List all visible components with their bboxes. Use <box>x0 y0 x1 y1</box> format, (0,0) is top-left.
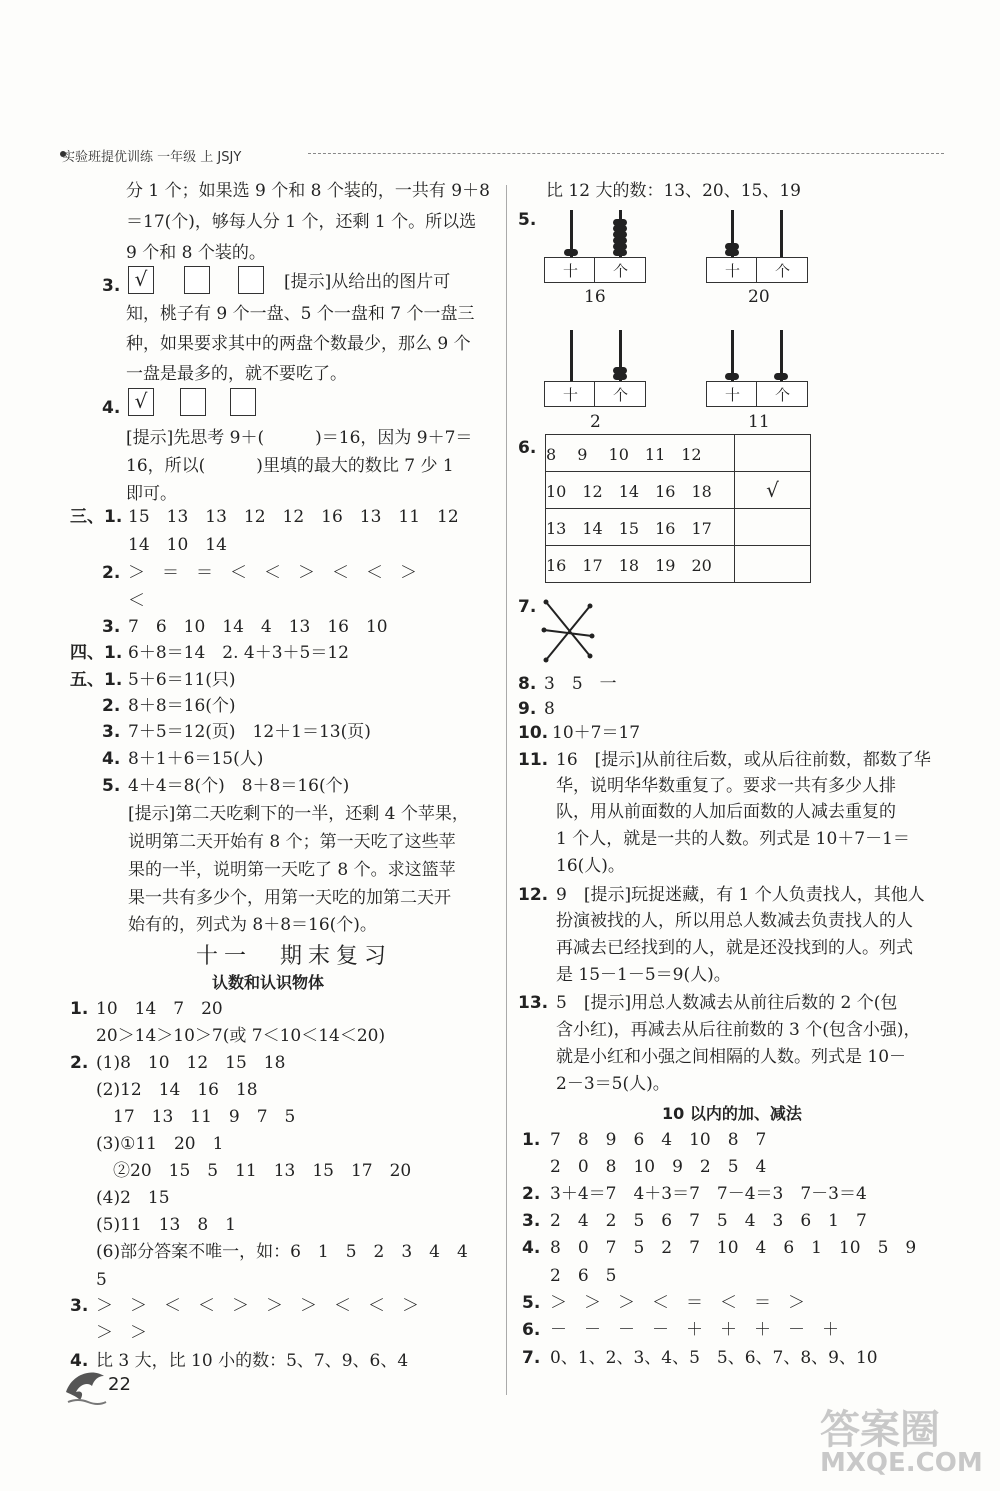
answer-line: 8 0 7 5 2 7 10 4 6 1 10 5 9 <box>550 1238 917 1258</box>
hint-text: 16(人)。 <box>556 856 625 876</box>
question-number: 四、1. <box>70 643 123 663</box>
question-number: 3. <box>102 617 121 637</box>
answer-line: ＜ <box>128 591 145 611</box>
answer-line: 7 8 9 6 4 10 8 7 <box>550 1130 767 1150</box>
question-number: 10. <box>518 723 549 743</box>
answer-line: (2)12 14 16 18 <box>96 1080 258 1100</box>
question-number: 3. <box>522 1211 541 1231</box>
abacus-bead <box>774 373 788 380</box>
answer-line: 比 12 大的数：13、20、15、19 <box>546 181 801 201</box>
hint-text: 就是小红和小强之间相隔的人数。列式是 10－ <box>556 1047 907 1067</box>
question-number: 5. <box>518 210 537 230</box>
answer-line: 7 6 10 14 4 13 16 10 <box>128 617 388 637</box>
hint-text: 1 个人，就是一共的人数。列式是 10＋7－1＝ <box>556 829 910 849</box>
answer-line: ＞ ＝ ＝ ＜ ＜ ＞ ＜ ＜ ＞ <box>128 563 417 583</box>
question-number: 4. <box>70 1351 89 1371</box>
ones-label: 个 <box>775 386 791 404</box>
table-cell: 13 14 15 16 17 <box>546 509 735 546</box>
tens-label: 十 <box>725 386 741 404</box>
answer-line: 8＋1＋6＝15(人) <box>128 749 264 769</box>
ones-label: 个 <box>613 262 629 280</box>
answer-line: 5 <box>96 1270 107 1290</box>
hint-text: 9 [提示]玩捉迷藏，有 1 个人负责找人，其他人 <box>556 885 925 905</box>
question-number: 6. <box>518 438 537 458</box>
number-table <box>545 434 811 583</box>
question-number: 4. <box>102 398 121 418</box>
hint-text: 果一共有多少个，用第一天吃的加第二天开 <box>128 888 451 908</box>
question-number: 3. <box>70 1296 89 1316</box>
answer-line: 4＋4＝8(个) 8＋8＝16(个) <box>128 776 350 796</box>
answer-line: 14 10 14 <box>128 535 227 555</box>
question-number: 3. <box>102 276 121 296</box>
answer-line: (3)①11 20 1 <box>96 1134 224 1154</box>
check-cell: √ <box>735 472 811 509</box>
tens-label: 十 <box>563 386 579 404</box>
hint-text: 果的一半，说明第一天吃了 8 个。求这篮苹 <box>128 860 456 880</box>
column-divider <box>506 185 507 1395</box>
checkbox <box>180 388 206 416</box>
question-number: 5. <box>522 1293 541 1313</box>
question-number: 2. <box>102 563 121 583</box>
hint-text: 队，用从前面数的人加后面数的人减去重复的 <box>556 802 896 822</box>
answer-line: 3＋4＝7 4＋3＝7 7－4＝3 7－3＝4 <box>550 1184 867 1204</box>
question-number: 2. <box>102 696 121 716</box>
question-number: 9. <box>518 699 537 719</box>
question-number: 4. <box>102 749 121 769</box>
text-line: [提示]先思考 9＋( )＝16，因为 9＋7＝ <box>126 428 473 448</box>
text-line: 一盘是最多的，就不要吃了。 <box>126 364 347 384</box>
watermark-logo: 答案圈 <box>820 1407 940 1453</box>
table-row <box>546 435 811 472</box>
answer-line: ②20 15 5 11 13 15 17 20 <box>96 1161 412 1181</box>
running-header: 实验班提优训练 一年级 上 JSJY <box>62 150 242 165</box>
checkbox <box>184 266 210 294</box>
table-row <box>546 546 811 583</box>
watermark-url: MXQE.COM <box>820 1448 983 1478</box>
subsection-title: 10 以内的加、减法 <box>662 1104 802 1123</box>
hint-text: 2－3＝5(人)。 <box>556 1074 670 1094</box>
table-row <box>546 472 811 509</box>
abacus-frame <box>544 381 646 407</box>
check-cell <box>735 435 811 472</box>
question-number: 1. <box>522 1130 541 1150</box>
answer-line: 7＋5＝12(页) 12＋1＝13(页) <box>128 722 371 742</box>
hint-text: 5 [提示]用总人数减去从前往后数的 2 个(包 <box>556 993 898 1013</box>
answer-line: (5)11 13 8 1 <box>96 1215 236 1235</box>
abacus-bead <box>725 373 739 380</box>
answer-line: ＞ ＞ ＞ ＜ ＝ ＜ ＝ ＞ <box>550 1293 805 1313</box>
text-line: ＝17(个)，够每人分 1 个，还剩 1 个。所以选 <box>126 212 477 232</box>
abacus-bead <box>613 373 627 380</box>
subsection-title: 认数和认识物体 <box>212 973 325 992</box>
answer-line: 15 13 13 12 12 16 13 11 12 <box>128 507 459 527</box>
abacus-frame <box>544 257 646 283</box>
page-number: 22 <box>108 1374 131 1395</box>
answer-line: 5＋6＝11(只) <box>128 670 236 690</box>
answer-line: 17 13 11 9 7 5 <box>96 1107 296 1127</box>
table-cell: 16 17 18 19 20 <box>546 546 735 583</box>
answer-line: 2 4 2 5 6 7 5 4 3 6 1 7 <box>550 1211 867 1231</box>
question-number: 2. <box>522 1184 541 1204</box>
abacus-value: 20 <box>748 287 770 307</box>
text-line: 知，桃子有 9 个一盘、5 个一盘和 7 个一盘三 <box>126 304 475 324</box>
question-number: 13. <box>518 993 549 1013</box>
tens-label: 十 <box>725 262 741 280</box>
question-number: 4. <box>522 1238 541 1258</box>
checkbox: √ <box>128 266 154 294</box>
question-number: 五、1. <box>70 670 123 690</box>
answer-line: 10 14 7 20 <box>96 999 223 1019</box>
answer-line: 10＋7＝17 <box>552 723 641 743</box>
text-line: 种，如果要求其中的两盘个数最少，那么 9 个 <box>126 334 471 354</box>
question-number: 8. <box>518 674 537 694</box>
question-number: 5. <box>102 776 121 796</box>
answer-line: 比 3 大，比 10 小的数：5、7、9、6、4 <box>96 1351 409 1371</box>
answer-line: (4)2 15 <box>96 1188 170 1208</box>
matching-lines-diagram <box>538 596 598 666</box>
text-line: 16，所以( )里填的最大的数比 7 少 1 <box>126 456 454 476</box>
question-number: 7. <box>518 597 537 617</box>
answer-line: ＞ ＞ <box>96 1323 147 1343</box>
abacus-rod <box>570 330 573 382</box>
dolphin-icon <box>62 1362 108 1408</box>
abacus-bead <box>725 249 739 256</box>
answer-line: (6)部分答案不唯一，如：6 1 5 2 3 4 4 <box>96 1242 468 1262</box>
header-rule <box>308 153 944 154</box>
abacus-bead <box>613 249 627 256</box>
answer-line: ＞ ＞ ＜ ＜ ＞ ＞ ＞ ＜ ＜ ＞ <box>96 1296 419 1316</box>
answer-line: 2 0 8 10 9 2 5 4 <box>550 1157 767 1177</box>
question-number: 7. <box>522 1348 541 1368</box>
hint-text: [提示]从给出的图片可 <box>284 272 451 292</box>
text-line: 9 个和 8 个装的。 <box>126 243 266 263</box>
question-number: 11. <box>518 750 549 770</box>
answer-line: 8 <box>544 699 555 719</box>
hint-text: 华，说明华华数重复了。要求一共有多少人排 <box>556 776 896 796</box>
table-row <box>546 509 811 546</box>
abacus-value: 2 <box>590 412 601 432</box>
question-number: 6. <box>522 1320 541 1340</box>
text-line: 分 1 个；如果选 9 个和 8 个装的，一共有 9＋8 <box>126 181 490 201</box>
checkbox <box>238 266 264 294</box>
abacus-bead <box>564 249 578 256</box>
abacus-frame <box>706 381 808 407</box>
ones-label: 个 <box>613 386 629 404</box>
text-line: 即可。 <box>126 484 177 504</box>
hint-text: 说明第二天开始有 8 个；第一天吃了这些苹 <box>128 832 456 852</box>
ones-label: 个 <box>775 262 791 280</box>
answer-line: 2 6 5 <box>550 1266 617 1286</box>
checkbox: √ <box>128 388 154 416</box>
abacus-value: 16 <box>584 287 606 307</box>
table-cell: 8 9 10 11 12 <box>546 435 735 472</box>
question-number: 三、1. <box>70 507 123 527</box>
answer-line: － － － － ＋ ＋ ＋ － ＋ <box>550 1320 839 1340</box>
question-number: 1. <box>70 999 89 1019</box>
answer-line: 0、1、2、3、4、5 5、6、7、8、9、10 <box>550 1348 878 1368</box>
answer-line: 3 5 一 <box>544 674 617 694</box>
hint-text: 再减去已经找到的人，就是还没找到的人。列式 <box>556 938 913 958</box>
abacus-value: 11 <box>748 412 770 432</box>
hint-text: 16 [提示]从前往后数，或从后往前数，都数了华 <box>556 750 931 770</box>
checkbox <box>230 388 256 416</box>
tens-label: 十 <box>563 262 579 280</box>
section-title: 十一 期末复习 <box>196 944 393 969</box>
table-cell: 10 12 14 16 18 <box>546 472 735 509</box>
answer-line: 8＋8＝16(个) <box>128 696 236 716</box>
check-cell <box>735 509 811 546</box>
abacus-frame <box>706 257 808 283</box>
answer-line: 20＞14＞10＞7(或 7＜10＜14＜20) <box>96 1026 386 1046</box>
hint-text: 始有的，列式为 8＋8＝16(个)。 <box>128 915 377 935</box>
check-cell <box>735 546 811 583</box>
hint-text: 含小红)，再减去从后往前数的 3 个(包含小强)， <box>556 1020 921 1040</box>
hint-text: 扮演被找的人，所以用总人数减去负责找人的人 <box>556 911 913 931</box>
answer-line: (1)8 10 12 15 18 <box>96 1053 286 1073</box>
hint-text: 是 15－1－5＝9(人)。 <box>556 965 731 985</box>
question-number: 12. <box>518 885 549 905</box>
abacus-rod <box>780 210 783 258</box>
question-number: 3. <box>102 722 121 742</box>
question-number: 2. <box>70 1053 89 1073</box>
hint-text: [提示]第二天吃剩下的一半，还剩 4 个苹果， <box>128 804 469 824</box>
answer-line: 6＋8＝14 2. 4＋3＋5＝12 <box>128 643 349 663</box>
